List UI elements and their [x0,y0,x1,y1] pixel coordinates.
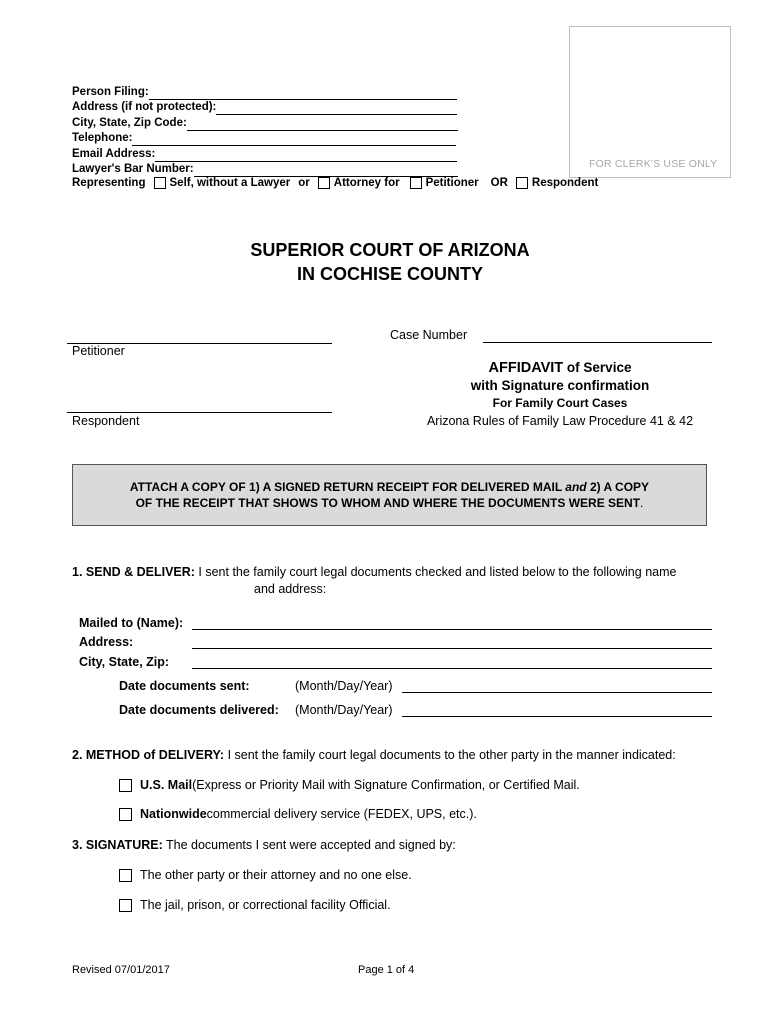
respondent-caption: Respondent [72,414,140,428]
banner-line2-text: OF THE RECEIPT THAT SHOWS TO WHOM AND WHERE THE DOCUMENTS WERE SENT [135,496,641,510]
clerk-use-label: FOR CLERK'S USE ONLY [589,158,718,170]
affidavit-title-rest: of Service [563,360,632,375]
address-label: Address (if not protected): [72,101,217,113]
self-label: Self, without a Lawyer [169,177,291,189]
date-sent-field[interactable] [402,692,712,693]
other-party-label: The other party or their attorney and no one else. [140,868,412,882]
nationwide-rest: commercial delivery service (FEDEX, UPS, etc.). [206,807,477,821]
other-party-option[interactable] [119,868,412,882]
case-number-field[interactable] [483,342,712,343]
us-mail-bold: U.S. Mail [140,778,193,792]
nationwide-checkbox[interactable] [119,808,132,821]
telephone-row [72,131,456,146]
email-field[interactable] [155,149,457,162]
case-number-label: Case Number [390,328,468,342]
email-label: Email Address: [72,148,156,160]
section3-body: The documents I sent were accepted and signed by: [162,838,456,852]
us-mail-option[interactable] [119,778,580,792]
petitioner-label: Petitioner [425,177,479,189]
mailed-to-label: Mailed to (Name): [79,616,184,630]
page-number: Page 1 of 4 [358,964,415,976]
mail-city-field[interactable] [192,668,712,669]
banner-part2: 2) A COPY [586,480,650,494]
representing-label: Representing [72,177,146,189]
date-delivered-field[interactable] [402,716,712,717]
date-sent-format: (Month/Day/Year) [295,679,393,693]
petitioner-checkbox[interactable] [410,177,422,189]
email-row [72,147,457,162]
bar-number-field[interactable] [194,164,458,177]
or-label: or [298,177,310,189]
person-filing-label: Person Filing: [72,86,149,98]
date-sent-label: Date documents sent: [119,679,250,693]
city-state-zip-row [72,116,458,131]
petitioner-caption: Petitioner [72,344,125,358]
court-title-line1: SUPERIOR COURT OF ARIZONA [250,240,530,260]
affidavit-for-cases: For Family Court Cases [492,396,628,410]
telephone-label: Telephone: [72,132,133,144]
section1-heading: 1. SEND & DELIVER: [72,565,195,579]
telephone-field[interactable] [132,133,456,146]
city-state-zip-field[interactable] [187,118,458,131]
affidavit-subtitle: with Signature confirmation [470,378,650,393]
representing-row [72,177,598,189]
affidavit-title-bold: AFFIDAVIT [488,360,564,376]
city-state-zip-label: City, State, Zip Code: [72,117,187,129]
section2-body: I sent the family court legal documents to the other party in the manner indicated: [224,748,676,762]
address-row [72,100,457,115]
banner-and: and [565,480,587,494]
section2-text [72,748,676,762]
or-label-2: OR [490,177,508,189]
us-mail-rest: (Express or Priority Mail with Signature Confirmation, or Certified Mail. [192,778,580,792]
date-delivered-format: (Month/Day/Year) [295,703,393,717]
clerk-use-box [569,26,731,178]
revised-date: Revised 07/01/2017 [72,964,170,976]
address-field[interactable] [216,102,457,115]
section3-text [72,838,456,852]
section1-text2: and address: [254,582,327,596]
affidavit-title [385,360,735,376]
facility-checkbox[interactable] [119,899,132,912]
section3-heading: 3. SIGNATURE: [72,838,163,852]
bar-number-row [72,162,458,177]
nationwide-option[interactable] [119,807,477,821]
bar-number-label: Lawyer's Bar Number: [72,163,194,175]
date-delivered-label: Date documents delivered: [119,703,279,717]
attorney-checkbox[interactable] [318,177,330,189]
section1-text [72,565,676,579]
mailed-to-field[interactable] [192,629,712,630]
facility-option[interactable] [119,898,391,912]
respondent-checkbox[interactable] [516,177,528,189]
person-filing-field[interactable] [149,87,457,100]
us-mail-checkbox[interactable] [119,779,132,792]
other-party-checkbox[interactable] [119,869,132,882]
mail-address-label: Address: [79,635,134,649]
attorney-label: Attorney for [333,177,400,189]
section1-body: I sent the family court legal documents checked and listed below to the following name [194,565,677,579]
attach-receipt-banner [72,464,707,526]
affidavit-rules: Arizona Rules of Family Law Procedure 41 & 42 [426,414,694,428]
respondent-line[interactable] [67,412,332,413]
court-title-line2: IN COCHISE COUNTY [296,264,483,284]
person-filing-row [72,85,457,100]
self-checkbox[interactable] [154,177,166,189]
section2-heading: 2. METHOD of DELIVERY: [72,748,225,762]
banner-line2 [136,495,644,511]
respondent-label: Respondent [531,177,599,189]
mail-city-label: City, State, Zip: [79,655,170,669]
nationwide-bold: Nationwide [140,807,207,821]
banner-line1 [130,479,649,495]
facility-label: The jail, prison, or correctional facility Official. [140,898,391,912]
banner-part1: ATTACH A COPY OF 1) A SIGNED RETURN RECEIPT FOR DELIVERED MAIL [129,480,566,494]
banner-line2-end: . [640,496,644,510]
mail-address-field[interactable] [192,648,712,649]
